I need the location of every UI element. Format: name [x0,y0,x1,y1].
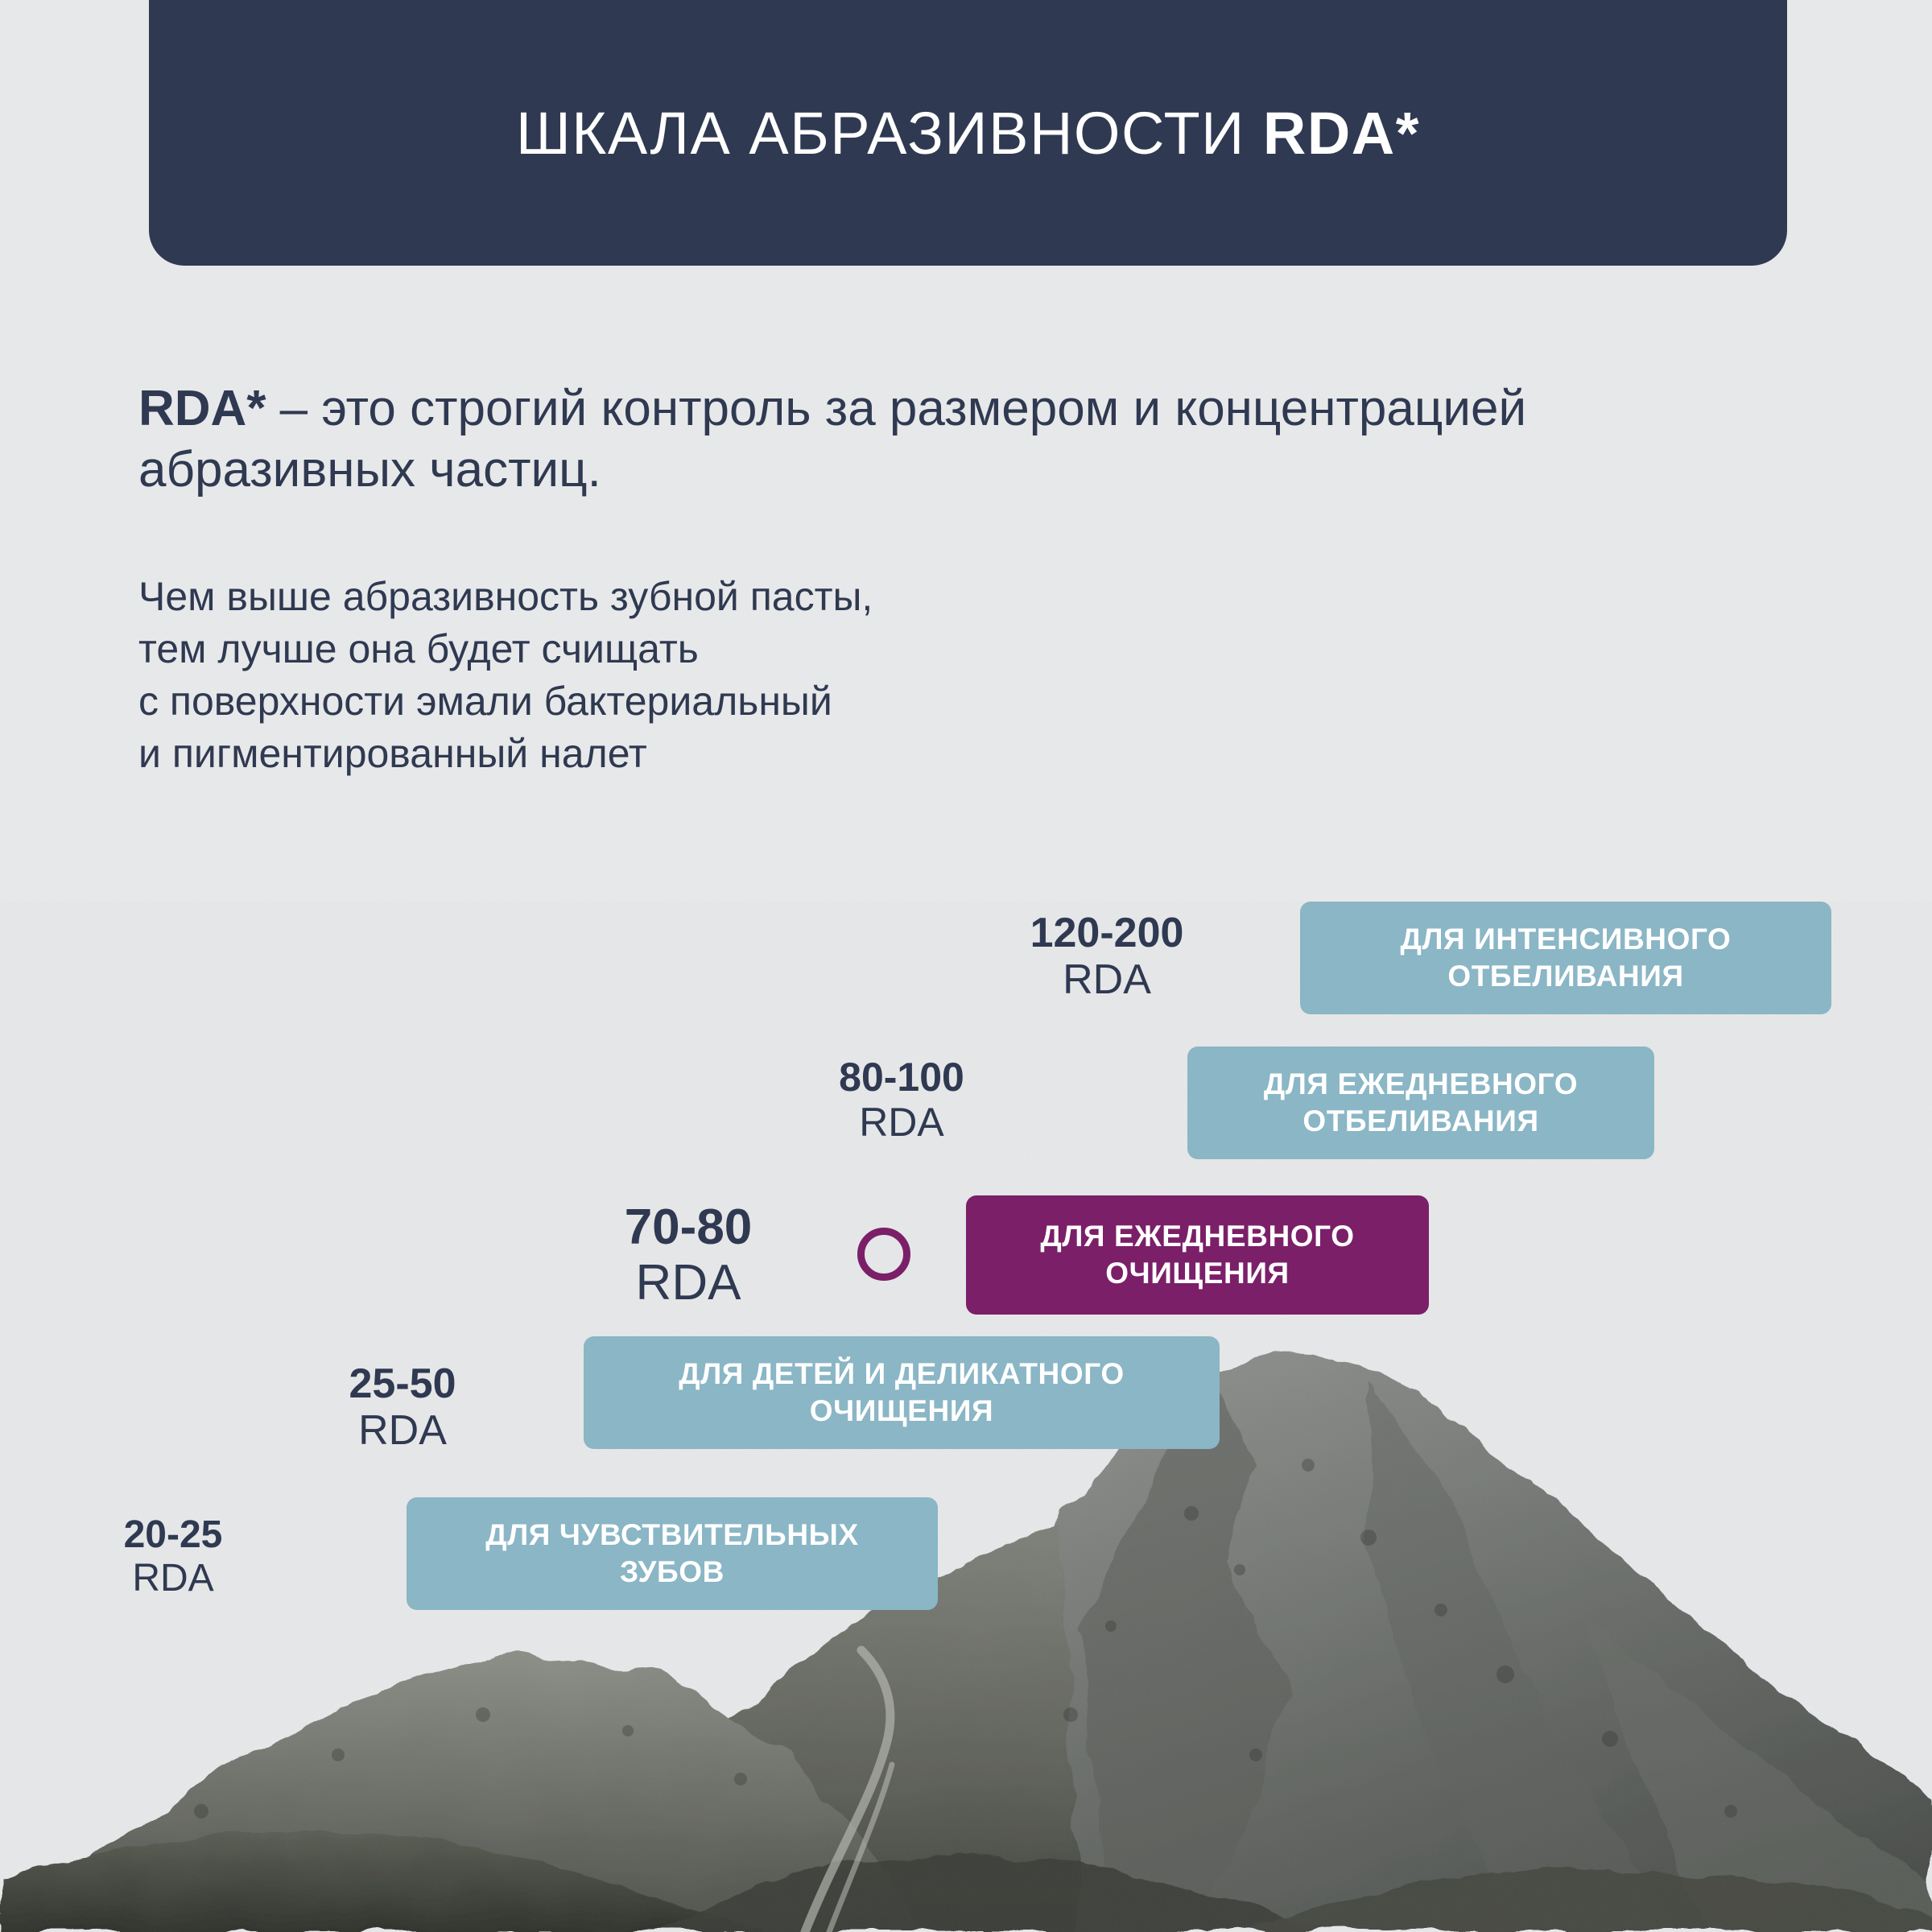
rda-chip-sensitive[interactable]: ДЛЯ ЧУВСТВИТЕЛЬНЫХ ЗУБОВ [407,1497,938,1610]
intro-body: Чем выше абразивность зубной пасты, тем лучше она будет счищать с поверхности эмали бактериальный и пигментированный налет [138,574,873,777]
rda-chip-intensive-whitening[interactable]: ДЛЯ ИНТЕНСИВНОГО ОТБЕЛИВАНИЯ [1300,902,1831,1014]
page-title-main: ШКАЛА АБРАЗИВНОСТИ [515,99,1263,167]
rda-unit: RDA [1063,956,1151,1004]
rda-value-120-200 [982,910,1232,1003]
rda-unit: RDA [859,1100,944,1145]
rda-value-70-80 [580,1199,797,1311]
rda-value-text: 20-25 [123,1513,223,1556]
page-title-bold: RDA* [1262,99,1421,167]
intro-lead-term: RDA* [138,381,266,436]
rda-unit: RDA [635,1255,741,1311]
rda-value-text: 70-80 [624,1199,753,1255]
rda-value-20-25 [80,1513,266,1600]
selected-marker-icon [857,1228,910,1281]
rda-chip-daily-cleaning[interactable]: ДЛЯ ЕЖЕДНЕВНОГО ОЧИЩЕНИЯ [966,1195,1429,1315]
rda-chip-kids-gentle[interactable]: ДЛЯ ДЕТЕЙ И ДЕЛИКАТНОГО ОЧИЩЕНИЯ [584,1336,1220,1449]
rda-chip-daily-whitening[interactable]: ДЛЯ ЕЖЕДНЕВНОГО ОТБЕЛИВАНИЯ [1187,1046,1654,1159]
rda-value-text: 120-200 [1030,910,1184,956]
rda-value-text: 25-50 [349,1360,456,1407]
rda-unit: RDA [132,1556,214,1600]
intro-lead-rest: – это строгий контроль за размером и концентрацией абразивных частиц. [138,381,1527,497]
rda-unit: RDA [358,1407,447,1455]
rda-value-25-50 [306,1360,499,1454]
rda-value-text: 80-100 [839,1055,964,1100]
rda-value-80-100 [789,1055,1014,1145]
